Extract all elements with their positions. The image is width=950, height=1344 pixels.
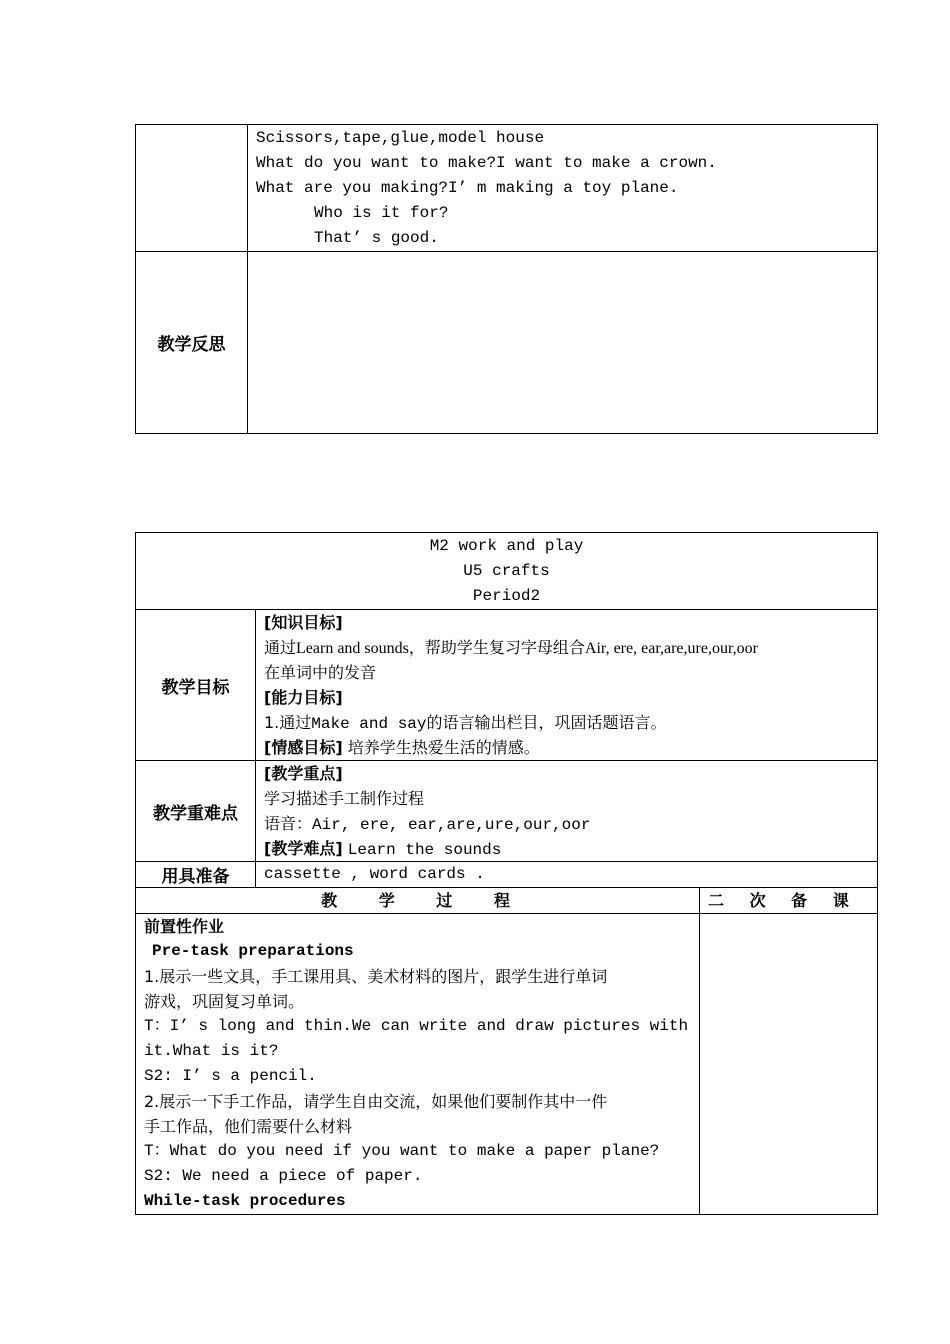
period-title: Period2 [472, 587, 541, 605]
process-title: 教 学 过 程 [321, 891, 514, 910]
materials-line: That’ s good. [314, 229, 439, 247]
process-cell [136, 914, 700, 1215]
process-text: T：I’ s long and thin.We can write and draw pictures with [144, 1017, 689, 1035]
while-task-title: While-task procedures [144, 1192, 346, 1210]
focus-tag: [教学重点] [264, 764, 343, 783]
process-text: T：What do you need if you want to make a paper plane? [144, 1142, 660, 1160]
process-header [136, 888, 700, 914]
sounds-text: 语音：Air, ere, ear,are,ure,our,oor [264, 814, 591, 834]
process-text: 2.展示一下手工作品，请学生自由交流，如果他们要制作其中一件 [144, 1092, 608, 1111]
empty-label-cell [136, 125, 248, 252]
process-text: S2: We need a piece of paper. [144, 1167, 423, 1185]
tools-text: cassette , word cards . [264, 865, 485, 883]
knowledge-goal-tag: [知识目标] [264, 613, 343, 632]
emotion-goal: [情感目标] 培养学生热爱生活的情感。 [264, 738, 540, 757]
table-materials-reflection [135, 124, 878, 434]
tools-label: 用具准备 [136, 862, 256, 888]
table-lesson-plan [135, 532, 878, 1215]
process-text: 游戏，巩固复习单词。 [144, 992, 305, 1011]
materials-line: What are you making?I’ m making a toy plane. [256, 179, 679, 197]
unit-title: U5 crafts [463, 562, 550, 580]
ability-goal-tag: [能力目标] [264, 688, 343, 707]
second-prep-title: 二 次 备 课 [708, 891, 851, 910]
materials-line: Who is it for? [314, 204, 449, 222]
knowledge-goal-text-cont: 在单词中的发音 [264, 663, 377, 682]
reflection-cell [248, 252, 878, 434]
reflection-label: 教学反思 [136, 252, 248, 434]
ability-goal-text: 1.通过Make and say的语言输出栏目，巩固话题语言。 [264, 713, 667, 733]
module-title: M2 work and play [429, 537, 584, 555]
pre-homework-title: 前置性作业 [144, 917, 225, 936]
materials-line: What do you want to make?I want to make a crown. [256, 154, 717, 172]
pre-task-title: Pre-task preparations [152, 942, 354, 960]
process-text: S2: I’ s a pencil. [144, 1067, 317, 1085]
focus-text: 学习描述手工制作过程 [264, 789, 425, 808]
materials-cell [248, 125, 878, 252]
key-points-label: 教学重难点 [136, 761, 256, 862]
key-points-cell [256, 761, 878, 862]
goals-cell [256, 610, 878, 761]
second-prep-cell [700, 914, 878, 1215]
knowledge-goal-text: 通过Learn and sounds，帮助学生复习字母组合Air, ere, ear,are,ure,our,oor [264, 638, 758, 657]
tools-cell [256, 862, 878, 888]
lesson-header [136, 533, 878, 610]
process-text: 手工作品，他们需要什么材料 [144, 1117, 353, 1136]
materials-line: Scissors,tape,glue,model house [256, 129, 545, 147]
goals-label: 教学目标 [136, 610, 256, 761]
process-text: it.What is it? [144, 1042, 279, 1060]
difficulty: [教学难点] Learn the sounds [264, 839, 502, 859]
second-prep-header [700, 888, 878, 914]
process-text: 1.展示一些文具，手工课用具、美术材料的图片，跟学生进行单词 [144, 967, 608, 986]
